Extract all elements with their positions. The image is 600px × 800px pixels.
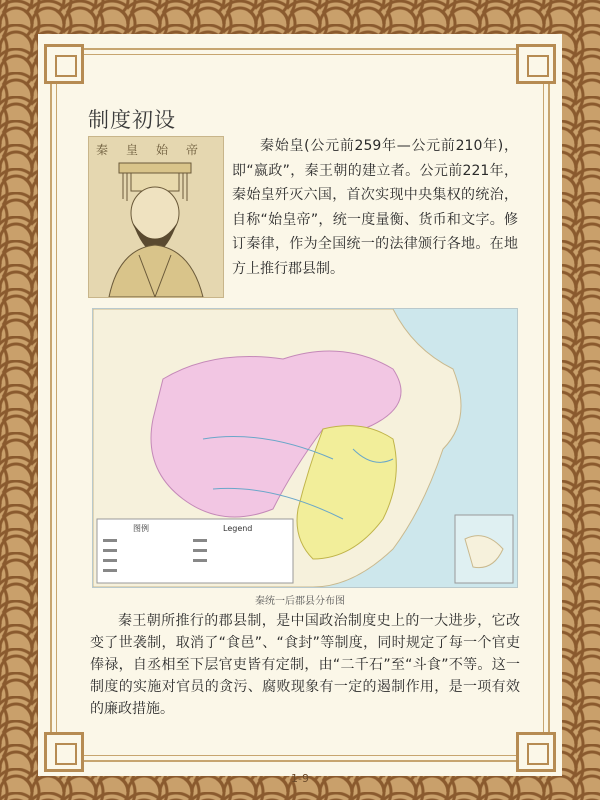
corner-ornament-top-right bbox=[516, 44, 556, 84]
body-text: 秦王朝所推行的郡县制，是中国政治制度史上的一大进步，它改变了世袭制，取消了“食邑”、“食封”等制度，同时规定了每一个官吏俸禄，自丞相至下层官吏皆有定制，由“二千石”至“斗食”不等。这一制度的实施对官员的贪污、腐败现象有一定的遏制作用，是一项有效的廉政措施。 bbox=[90, 613, 520, 717]
intro-paragraph bbox=[232, 134, 518, 281]
body-paragraph bbox=[90, 610, 520, 720]
map-caption: 秦统一后郡县分布图 bbox=[255, 596, 345, 607]
map-legend-title: 图例 bbox=[133, 524, 149, 533]
section-title: 制度初设 bbox=[88, 108, 176, 132]
corner-ornament-bottom-left bbox=[44, 732, 84, 772]
intro-text: 秦始皇(公元前259年—公元前210年)，即“嬴政”，秦王朝的建立者。公元前221年，秦始皇歼灭六国，首次实现中央集权的统治，自称“始皇帝”，统一度量衡、货币和文字。修订秦律，作为全国统一的法律颁行各地。在地方上推行郡县制。 bbox=[232, 138, 518, 277]
corner-ornament-bottom-right bbox=[516, 732, 556, 772]
portrait-caption: 秦皇始帝 bbox=[95, 143, 216, 157]
portrait-image bbox=[88, 136, 224, 298]
emperor-portrait-drawing bbox=[89, 137, 223, 297]
corner-ornament-top-left bbox=[44, 44, 84, 84]
qin-commandery-map bbox=[93, 309, 517, 587]
map-image bbox=[92, 308, 518, 588]
page-number: 1-9 bbox=[291, 772, 309, 785]
map-legend-title-en: Legend bbox=[223, 524, 253, 533]
